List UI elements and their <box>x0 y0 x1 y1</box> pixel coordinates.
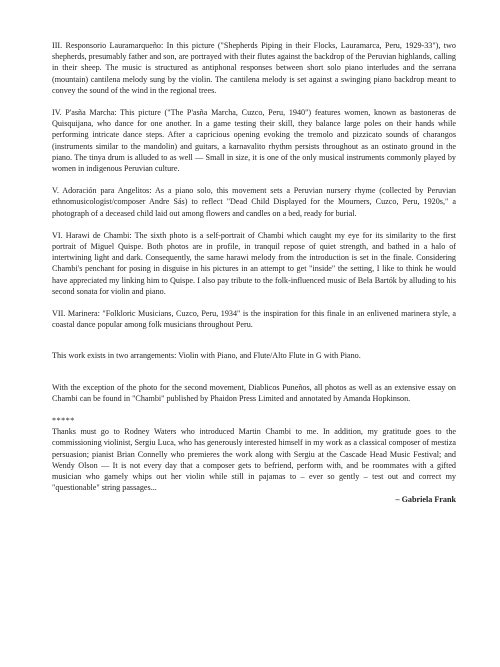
document-page <box>52 40 456 505</box>
paragraph-pasna-marcha: IV. P'asña Marcha: This picture ("The P'asña Marcha, Cuzco, Peru, 1940") features women, known as bastoneras de Quisquijana, who dance for one another. In a game testing their skill, they balance large poles on their hands while performing intricate dance steps. After a capricious opening evoking the tremolo and pizzicato sounds of charangos (instruments similar to the mandolin) and guitars, a karnavalito rhythm persists throughout as an ostinato ground in the piano. The tinya drum is alluded to as well — Small in size, it is one of the only musical instruments commonly played by women in indigenous Peruvian culture. <box>52 108 456 174</box>
section-separator: ***** <box>52 416 75 426</box>
paragraph-photo-credits: With the exception of the photo for the second movement, Diablicos Puneños, all photos as well as an extensive essay on Chambi can be found in "Chambi" published by Phaidon Press Limited and annotated by Amanda Hopkinson. <box>52 382 456 403</box>
author-signature: – Gabriela Frank <box>395 494 456 504</box>
paragraph-responsorio: III. Responsorio Lauramarqueño: In this picture ("Shepherds Piping in their Flocks, Lauramarca, Peru, 1929-33"), two shepherds, presumably father and son, are portrayed with their flutes against the backdrop of the Peruvian highlands, calling in their sheep. The music is structured as antiphonal responses between short solo piano interludes and the serrana (mountain) cantilena melody sung by the violin. The cantilena melody is set against a swinging piano backdrop meant to convey the sound of the wind in the regional trees. <box>52 41 456 95</box>
paragraph-arrangements: This work exists in two arrangements: Violin with Piano, and Flute/Alto Flute in G with Piano. <box>52 351 361 361</box>
paragraph-adoracion: V. Adoración para Angelitos: As a piano solo, this movement sets a Peruvian nursery rhyme (collected by Peruvian ethnomusicologist/composer Andre Sás) to reflect "Dead Child Displayed for the Mourners, Cuzco, Peru, 1920s," a photograph of a deceased child laid out among flowers and candles on a bed, ready for burial. <box>52 186 456 218</box>
paragraph-harawi: VI. Harawi de Chambi: The sixth photo is a self-portrait of Chambi which caught my eye for its similarity to the first portrait of Miguel Quispe. Both photos are in profile, in tranquil repose of quiet strength, and bathed in a halo of intertwining light and dark. Consequently, the same harawi melody from the introduction is set in the finale. Considering Chambi's penchant for posing in disguise in his pictures in an attempt to get "inside" the setting, I like to think he would have appreciated my linking him to Quispe. I also pay tribute to the folk-influenced music of Bela Bartók by alluding to his second sonata for violin and piano. <box>52 230 456 296</box>
paragraph-marinera: VII. Marinera: "Folkloric Musicians, Cuzco, Peru, 1934" is the inspiration for this finale in an enlivened marinera style, a coastal dance popular among folk musicians throughout Peru. <box>52 309 456 330</box>
paragraph-acknowledgements: Thanks must go to Rodney Waters who introduced Martin Chambi to me. In addition, my gratitude goes to the commissioning violinist, Sergiu Luca, who has generously interested himself in my work as a classical composer of mestiza persuasion; pianist Brian Connelly who premieres the work along with Sergiu at the Cascade Head Music Festival; and Wendy Olson — It is not every day that a composer gets to befriend, perform with, and be roommates with a gifted musician who gamely whips out her violin while still in pajamas to – ever so gently – test out and correct my "questionable" string passages... <box>52 427 456 493</box>
